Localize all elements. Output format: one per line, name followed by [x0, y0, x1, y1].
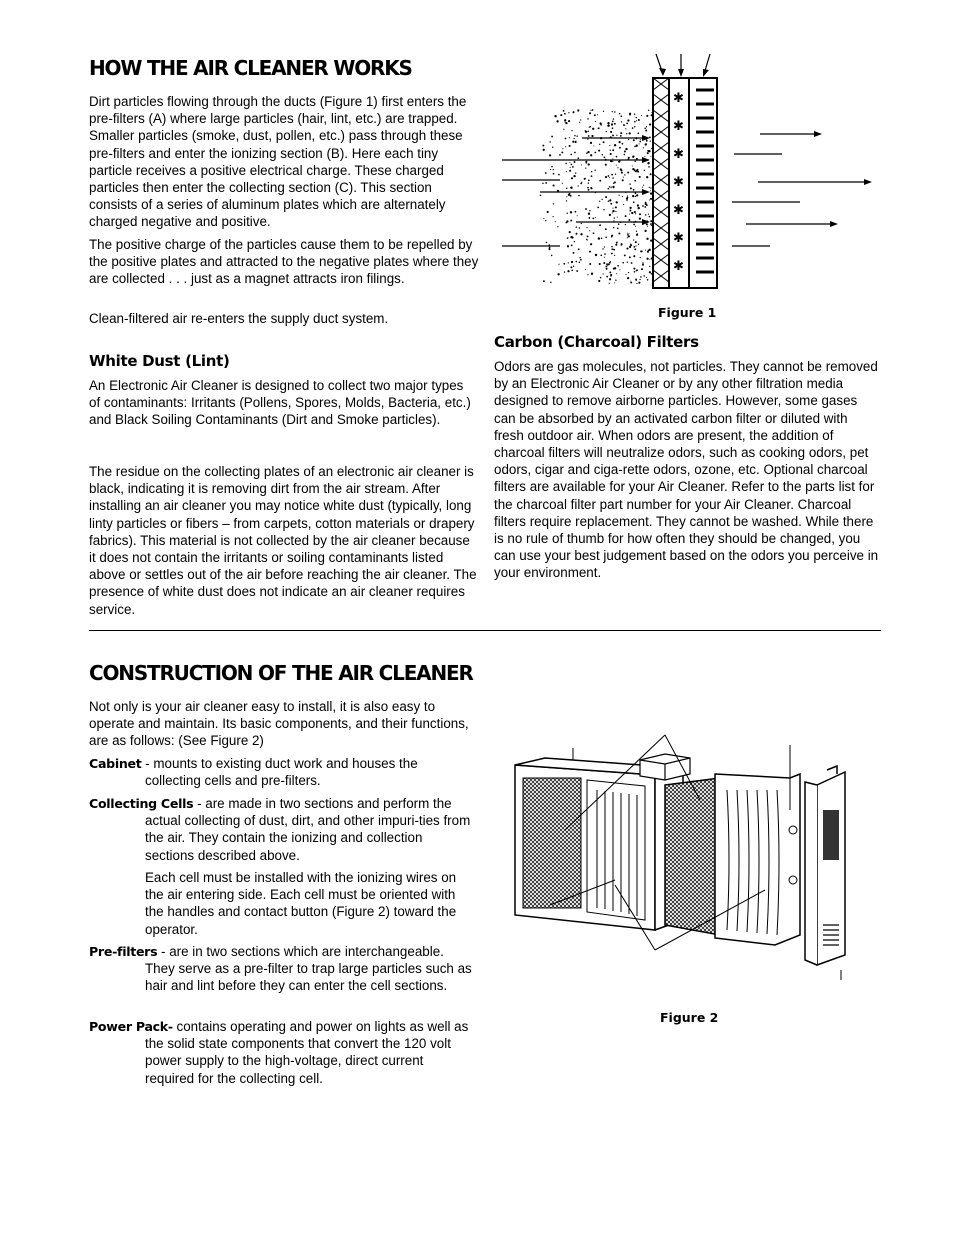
construction-intro: Not only is your air cleaner easy to install, it is also easy to operate and maintain. Its basic components, and their functions, are as follows: (See Figure 2) — [89, 699, 469, 749]
figure-2-caption: Figure 2 — [660, 1010, 719, 1025]
section-title-construction: CONSTRUCTION OF THE AIR CLEANER — [89, 661, 473, 685]
component-cabinet — [89, 755, 475, 789]
section-title-how-it-works: HOW THE AIR CLEANER WORKS — [89, 56, 412, 80]
carbon-filters-heading: Carbon (Charcoal) Filters — [494, 333, 699, 351]
desc-power-pack: contains operating and power on lights as well as the solid state components that convert the 120 volt power supply to the high-voltage, direct current required for the collecting cell. — [145, 1019, 469, 1086]
svg-text:✱: ✱ — [673, 259, 684, 274]
white-dust-heading: White Dust (Lint) — [89, 352, 230, 370]
desc-cabinet: - mounts to existing duct work and houses the collecting cells and pre-filters. — [141, 756, 418, 789]
term-collecting-cells: Collecting Cells — [89, 796, 194, 811]
term-pre-filters: Pre-filters — [89, 944, 158, 959]
svg-text:✱: ✱ — [673, 175, 684, 190]
component-power-pack — [89, 1018, 475, 1087]
component-pre-filters — [89, 943, 475, 995]
desc-collecting-cells: - are made in two sections and perform the actual collecting of dust, dirt, and other impuri-ties from the air. They contain the ionizing and collection sections described above. — [145, 796, 471, 863]
how-paragraph-3: Clean-filtered air re-enters the supply duct system. — [89, 311, 389, 326]
collecting-cells-note: Each cell must be installed with the ionizing wires on the air entering side. Each cell must be oriented with the handles and contact button (Figure 2) toward the operator. — [145, 870, 457, 937]
svg-text:✱: ✱ — [673, 147, 684, 162]
figure-1-airflow-diagram — [500, 50, 880, 300]
carbon-filters-paragraph: Odors are gas molecules, not particles. They cannot be removed by an Electronic Air Cleaner or by any other filtration media designed to remove airborne particles. However, some gases can be absorbed by an activated carbon filter or diluted with fresh outdoor air. When odors are present, the addition of charcoal filters will neutralize odors, such as cooking odors, pet odors, cigar and ciga-rette odors, ozone, etc. Optional charcoal filters are available for your Air Cleaner. Refer to the parts list for the charcoal filter part number for your Air Cleaner. Charcoal filters require replacement. They cannot be washed. While there is no rule of thumb for how often they should be changed, you can use your best judgement based on the odors you perceive in your environment. — [494, 359, 879, 581]
component-collecting-cells — [89, 795, 475, 864]
term-cabinet: Cabinet — [89, 756, 142, 771]
white-dust-paragraph-2: The residue on the collecting plates of an electronic air cleaner is black, indicating it is removing dirt from the air stream. After installing an air cleaner you may notice white dust (typically, long linty particles or fibers – from carpets, cotton materials or drapery fabrics). This material is not collected by the air cleaner because it does not contain the irritants or soiling contaminants listed above or settles out of the air before reaching the air cleaner. The presence of white dust does not indicate an air cleaner requires service. — [89, 464, 477, 617]
svg-text:✱: ✱ — [673, 91, 684, 106]
how-paragraph-1: Dirt particles flowing through the ducts (Figure 1) first enters the pre-filters (A) where large particles (hair, lint, etc.) are trapped. Smaller particles (smoke, dust, pollen, etc.) pass through these pre-filters and enter the ionizing section (B). Here each tiny particle receives a positive electrical charge. These charged particles then enter the collecting section (C). This section consists of a series of aluminum plates which are alternately charged negative and positive. — [89, 94, 467, 230]
desc-pre-filters: - are in two sections which are interchangeable. They serve as a pre-filter to trap large particles such as hair and lint before they can enter the cell sections. — [145, 944, 472, 994]
figure-2-exploded-view — [505, 730, 885, 990]
figure-1-caption: Figure 1 — [658, 305, 717, 320]
svg-text:✱: ✱ — [673, 231, 684, 246]
svg-text:✱: ✱ — [673, 203, 684, 218]
white-dust-paragraph-1: An Electronic Air Cleaner is designed to collect two major types of contaminants: Irritants (Pollens, Spores, Molds, Bacteria, etc.) and Black Soiling Contaminants (Dirt and Smoke particles). — [89, 378, 471, 428]
section-divider — [89, 630, 881, 631]
how-paragraph-2: The positive charge of the particles cause them to be repelled by the positive plates and attracted to the negative plates where they are collected . . . just as a magnet attracts iron filings. — [89, 237, 479, 287]
svg-text:✱: ✱ — [673, 119, 684, 134]
term-power-pack: Power Pack- — [89, 1019, 173, 1034]
